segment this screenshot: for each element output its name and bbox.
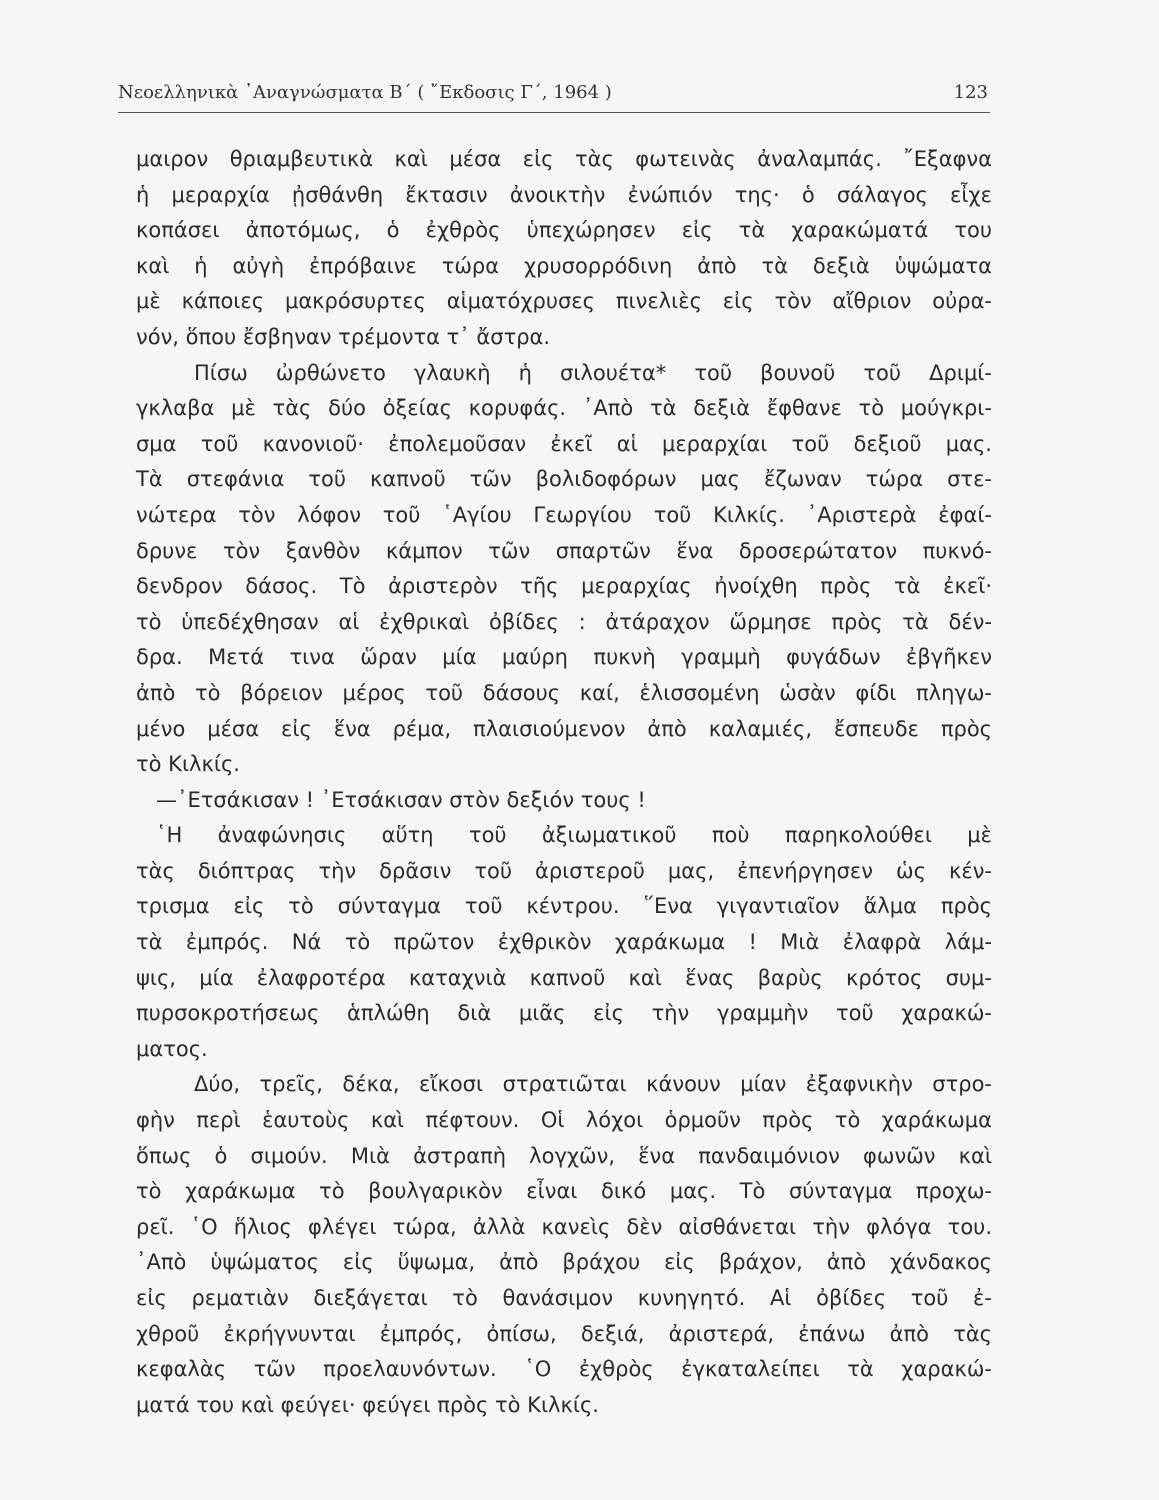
text-line: πυρσοκροτήσεως ἁπλώθη διὰ μιᾶς εἰς τὴν γραμμὴν τοῦ χαρακώ- <box>136 1001 992 1026</box>
text-line: νόν, ὅπου ἔσβηναν τρέμοντα τ᾿ ἄστρα. <box>136 324 551 349</box>
text-line: γκλαβα μὲ τὰς δύο ὀξείας κορυφάς. ᾿Απὸ τὰ δεξιὰ ἔφθανε τὸ μούγκρι- <box>136 396 992 421</box>
text-line: φὴν περὶ ἑαυτοὺς καὶ πέφτουν. Οἱ λόχοι ὁρμοῦν πρὸς τὸ χαράκωμα <box>136 1108 992 1133</box>
text-line: δρυνε τὸν ξανθὸν κάμπον τῶν σπαρτῶν ἕνα δροσερώτατον πυκνό- <box>136 538 992 563</box>
text-line: ἡ μεραρχία ᾐσθάνθη ἔκτασιν ἀνοικτὴν ἐνώπιόν της· ὁ σάλαγος εἶχε <box>136 182 992 207</box>
text-line: μαιρον θριαμβευτικὰ καὶ μέσα εἰς τὰς φωτεινὰς ἀναλαμπάς. ῎Εξαφνα <box>136 147 992 171</box>
text-line: κοπάσει ἀποτόμως, ὁ ἐχθρὸς ὑπεχώρησεν εἰς τὰ χαρακώματά του <box>136 218 992 243</box>
text-line: δενδρον δάσος. Τὸ ἀριστερὸν τῆς μεραρχίας ἠνοίχθη πρὸς τὰ ἐκεῖ· <box>136 574 992 599</box>
text-line: τὰς διόπτρας τὴν δρᾶσιν τοῦ ἀριστεροῦ μας, ἐπενήργησεν ὡς κέν- <box>136 858 992 883</box>
text-line: ματά του καὶ φεύγει· φεύγει πρὸς τὸ Κιλκίς. <box>136 1392 599 1417</box>
body-text <box>136 142 992 1423</box>
text-line: χθροῦ ἐκρήγνυνται ἐμπρός, ὀπίσω, δεξιά, ἀριστερά, ἐπάνω ἀπὸ τὰς <box>136 1321 992 1346</box>
text-line: τὸ χαράκωμα τὸ βουλγαρικὸν εἶναι δικό μας. Τὸ σύνταγμα προχω- <box>136 1179 992 1204</box>
text-line: ψις, μία ἐλαφροτέρα καταχνιὰ καπνοῦ καὶ ἕνας βαρὺς κρότος συμ- <box>136 965 992 990</box>
text-line: Τὰ στεφάνια τοῦ καπνοῦ τῶν βολιδοφόρων μας ἔζωναν τώρα στε- <box>136 467 992 492</box>
text-line: εἰς ρεματιὰν διεξάγεται τὸ θανάσιμον κυνηγητό. Αἱ ὀβίδες τοῦ ἐ- <box>136 1286 992 1310</box>
text-line: μὲ κάποιες μακρόσυρτες αἱματόχρυσες πινελιὲς εἰς τὸν αἴθριον οὐρα- <box>136 289 992 314</box>
page-header <box>118 78 990 113</box>
text-line: τρισμα εἰς τὸ σύνταγμα τοῦ κέντρου. ῞Ενα γιγαντιαῖον ἅλμα πρὸς <box>136 894 992 919</box>
page-number: 123 <box>953 82 988 103</box>
text-line: ῾Η ἀναφώνησις αὕτη τοῦ ἀξιωματικοῦ ποὺ παρηκολούθει μὲ <box>156 823 992 848</box>
text-line: καὶ ἡ αὐγὴ ἐπρόβαινε τώρα χρυσορρόδινη ἀπὸ τὰ δεξιὰ ὑψώματα <box>136 253 992 278</box>
text-line: Πίσω ὠρθώνετο γλαυκὴ ἡ σιλουέτα* τοῦ βουνοῦ τοῦ Δριμί- <box>194 360 992 385</box>
text-line: ρεῖ. ῾Ο ἥλιος φλέγει τώρα, ἀλλὰ κανεὶς δὲν αἰσθάνεται τὴν φλόγα του. <box>136 1214 992 1239</box>
text-line: —᾿Ετσάκισαν ! ᾿Ετσάκισαν στὸν δεξιόν τους ! <box>156 787 646 812</box>
text-line: νώτερα τὸν λόφον τοῦ ῾Αγίου Γεωργίου τοῦ Κιλκίς. ᾿Αριστερὰ ἐφαί- <box>136 502 992 527</box>
running-head: Νεοελληνικὰ ᾿Αναγνώσματα Β΄ ( ῎Εκδοσις Γ΄, 1964 ) <box>118 82 612 103</box>
text-line: ματος. <box>136 1036 208 1061</box>
text-line: σμα τοῦ κανονιοῦ· ἐπολεμοῦσαν ἐκεῖ αἱ μεραρχίαι τοῦ δεξιοῦ μας. <box>136 431 992 456</box>
text-line: ἀπὸ τὸ βόρειον μέρος τοῦ δάσους καί, ἑλισσομένη ὡσὰν φίδι πληγω- <box>136 680 992 705</box>
text-line: ὅπως ὁ σιμούν. Μιὰ ἀστραπὴ λογχῶν, ἕνα πανδαιμόνιον φωνῶν καὶ <box>136 1143 992 1168</box>
text-line: ᾿Απὸ ὑψώματος εἰς ὕψωμα, ἀπὸ βράχου εἰς βράχον, ἀπὸ χάνδακος <box>136 1250 992 1275</box>
text-line: κεφαλὰς τῶν προελαυνόντων. ῾Ο ἐχθρὸς ἐγκαταλείπει τὰ χαρακώ- <box>136 1357 992 1382</box>
text-line: τὸ Κιλκίς. <box>136 752 240 777</box>
text-line: Δύο, τρεῖς, δέκα, εἴκοσι στρατιῶται κάνουν μίαν ἐξαφνικὴν στρο- <box>194 1072 992 1097</box>
text-line: τὰ ἐμπρός. Νά τὸ πρῶτον ἐχθρικὸν χαράκωμα ! Μιὰ ἐλαφρὰ λάμ- <box>136 930 992 955</box>
text-line: μένο μέσα εἰς ἕνα ρέμα, πλαισιούμενον ἀπὸ καλαμιές, ἔσπευδε πρὸς <box>136 716 992 741</box>
text-line: τὸ ὑπεδέχθησαν αἱ ἐχθρικαὶ ὀβίδες : ἀτάραχον ὥρμησε πρὸς τὰ δέν- <box>136 609 992 634</box>
text-line: δρα. Μετά τινα ὥραν μία μαύρη πυκνὴ γραμμὴ φυγάδων ἐβγῆκεν <box>136 645 992 670</box>
